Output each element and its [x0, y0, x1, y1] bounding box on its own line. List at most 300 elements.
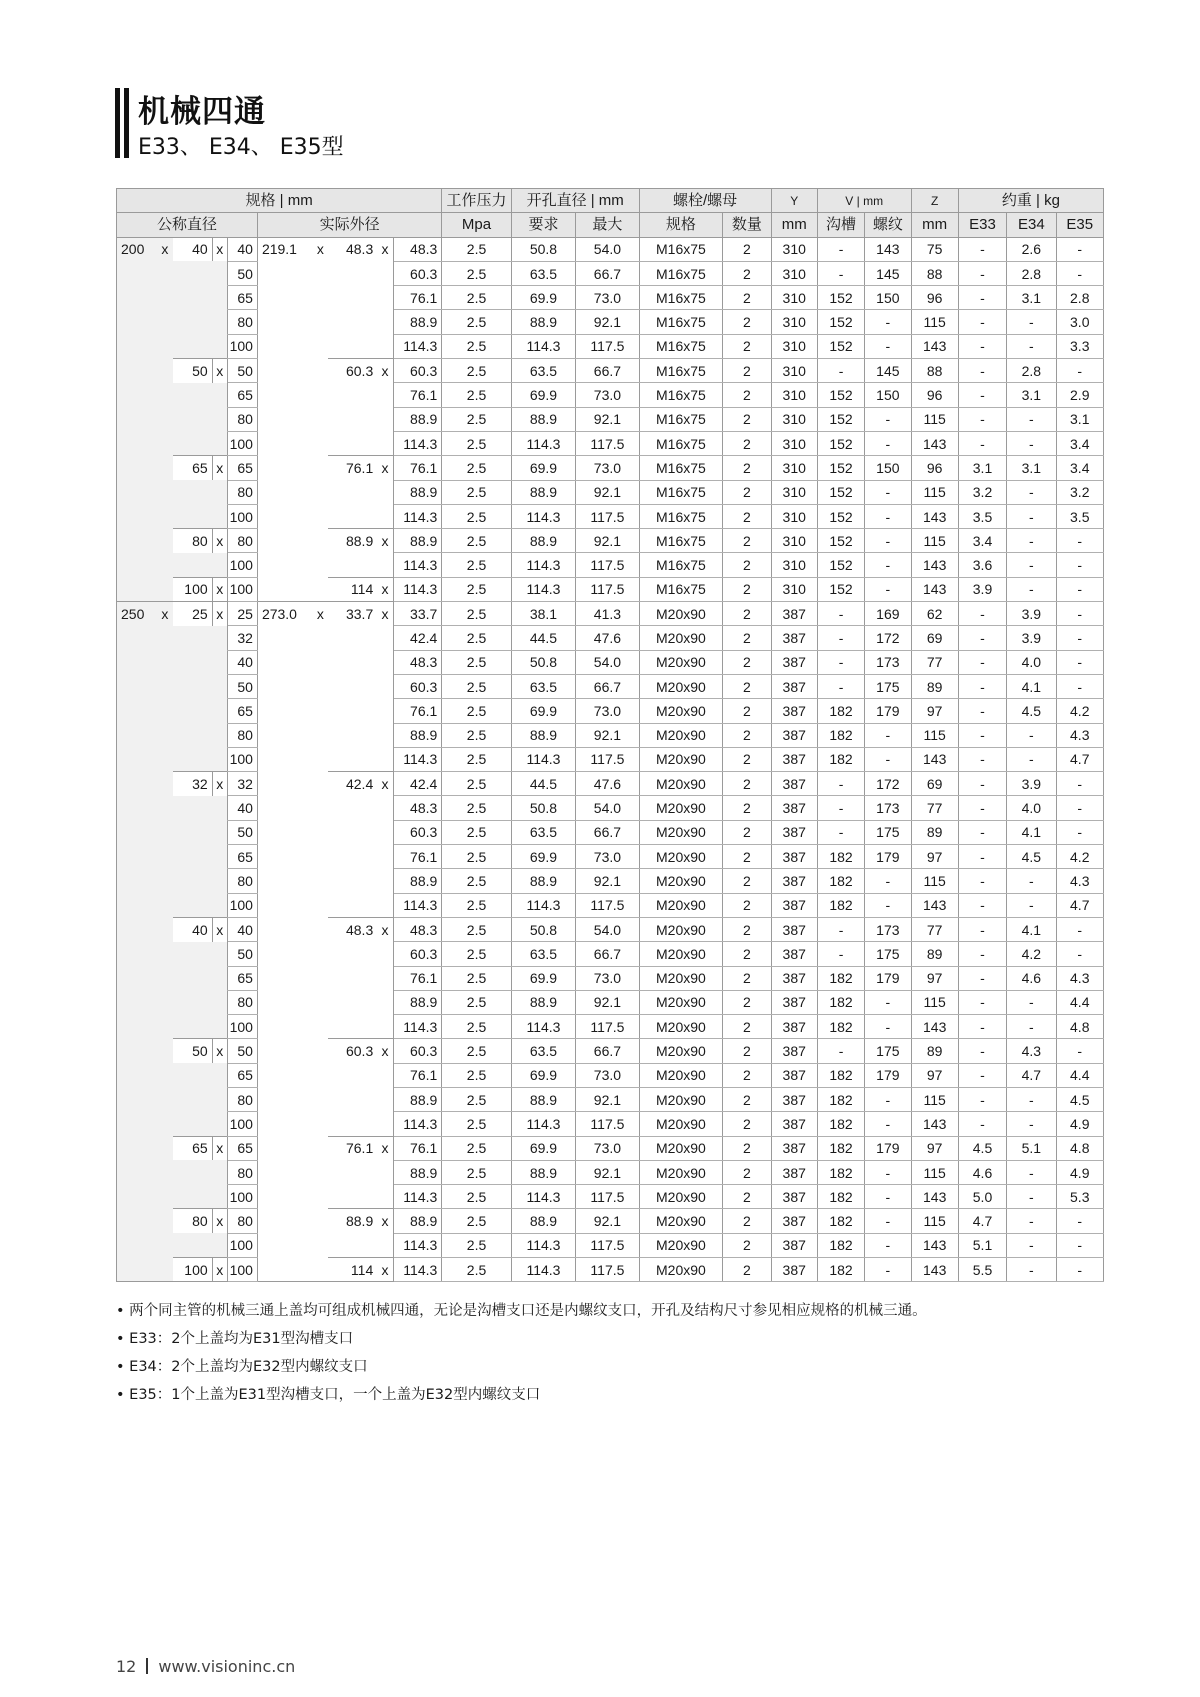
- branch-nominal-cell: [173, 1015, 212, 1039]
- branch-od-cell: [328, 990, 377, 1014]
- note-item: • E35：1个上盖为E31型沟槽支口，一个上盖为E32型内螺纹支口: [116, 1387, 541, 1403]
- z-cell: 97: [911, 1136, 958, 1160]
- bolt-spec-cell: M16x75: [639, 480, 723, 504]
- bolt-qty-cell: 2: [723, 626, 771, 650]
- hole-required-cell: 88.9: [511, 723, 575, 747]
- outlet-od-cell: 88.9: [393, 1160, 441, 1184]
- main-od-cell: [257, 529, 312, 553]
- main-nominal-cell: [117, 772, 157, 796]
- outlet-nominal-cell: 50: [227, 359, 257, 383]
- v-groove-cell: 152: [817, 577, 864, 601]
- y-cell: 310: [771, 359, 817, 383]
- col-header-z-mm: mm: [911, 213, 958, 237]
- weight-e34-cell: -: [1007, 529, 1056, 553]
- bolt-qty-cell: 2: [723, 650, 771, 674]
- main-nominal-cell: [117, 407, 157, 431]
- weight-e35-cell: 5.3: [1056, 1185, 1104, 1209]
- bolt-qty-cell: 2: [723, 310, 771, 334]
- times-sign: [157, 990, 173, 1014]
- weight-e35-cell: -: [1056, 577, 1104, 601]
- times-sign: [157, 966, 173, 990]
- bolt-qty-cell: 2: [723, 286, 771, 310]
- branch-od-cell: 88.9: [328, 1209, 377, 1233]
- hole-required-cell: 88.9: [511, 869, 575, 893]
- weight-e33-cell: 4.5: [958, 1136, 1006, 1160]
- v-groove-cell: 182: [817, 1258, 864, 1282]
- v-groove-cell: 152: [817, 286, 864, 310]
- times-sign: [157, 504, 173, 528]
- hole-required-cell: 88.9: [511, 1160, 575, 1184]
- hole-required-cell: 69.9: [511, 699, 575, 723]
- hole-max-cell: 92.1: [576, 1160, 639, 1184]
- main-nominal-cell: [117, 626, 157, 650]
- main-nominal-cell: [117, 723, 157, 747]
- main-od-cell: [257, 1233, 312, 1257]
- main-nominal-cell: [117, 1136, 157, 1160]
- weight-e33-cell: 3.1: [958, 456, 1006, 480]
- v-thread-cell: -: [865, 869, 911, 893]
- outlet-nominal-cell: 32: [227, 772, 257, 796]
- main-od-cell: [257, 966, 312, 990]
- bolt-qty-cell: 2: [723, 407, 771, 431]
- outlet-nominal-cell: 80: [227, 407, 257, 431]
- hole-required-cell: 114.3: [511, 577, 575, 601]
- branch-od-cell: 76.1: [328, 1136, 377, 1160]
- bolt-spec-cell: M20x90: [639, 820, 723, 844]
- weight-e35-cell: -: [1056, 772, 1104, 796]
- times-sign: [212, 796, 227, 820]
- weight-e34-cell: -: [1007, 723, 1056, 747]
- hole-required-cell: 50.8: [511, 796, 575, 820]
- bolt-spec-cell: M20x90: [639, 650, 723, 674]
- v-groove-cell: 182: [817, 869, 864, 893]
- weight-e34-cell: -: [1007, 1160, 1056, 1184]
- times-sign: [157, 407, 173, 431]
- hole-required-cell: 114.3: [511, 1185, 575, 1209]
- weight-e34-cell: 4.5: [1007, 699, 1056, 723]
- pressure-cell: 2.5: [442, 1063, 511, 1087]
- hole-max-cell: 92.1: [576, 480, 639, 504]
- col-header-v: V | mm: [817, 189, 911, 213]
- z-cell: 115: [911, 1087, 958, 1111]
- times-sign: [313, 504, 328, 528]
- branch-od-cell: [328, 845, 377, 869]
- times-sign: [157, 845, 173, 869]
- main-nominal-cell: [117, 334, 157, 358]
- pressure-cell: 2.5: [442, 626, 511, 650]
- main-od-cell: [257, 626, 312, 650]
- pressure-cell: 2.5: [442, 1015, 511, 1039]
- times-sign: [313, 359, 328, 383]
- bolt-spec-cell: M20x90: [639, 1063, 723, 1087]
- hole-required-cell: 63.5: [511, 942, 575, 966]
- main-od-cell: [257, 1063, 312, 1087]
- pressure-cell: 2.5: [442, 1136, 511, 1160]
- v-thread-cell: -: [865, 990, 911, 1014]
- times-sign: [377, 869, 393, 893]
- times-sign: [377, 626, 393, 650]
- times-sign: x: [313, 237, 328, 261]
- times-sign: [212, 261, 227, 285]
- times-sign: x: [212, 456, 227, 480]
- times-sign: [212, 1112, 227, 1136]
- times-sign: x: [212, 529, 227, 553]
- times-sign: [157, 723, 173, 747]
- page-title: 机械四通: [138, 94, 266, 130]
- table-row: [117, 869, 1104, 893]
- pressure-cell: 2.5: [442, 650, 511, 674]
- v-thread-cell: -: [865, 504, 911, 528]
- y-cell: 387: [771, 650, 817, 674]
- table-row: [117, 334, 1104, 358]
- weight-e34-cell: -: [1007, 747, 1056, 771]
- z-cell: 115: [911, 310, 958, 334]
- table-row: [117, 431, 1104, 455]
- outlet-nominal-cell: 40: [227, 917, 257, 941]
- col-header-weight: 约重 | kg: [958, 189, 1103, 213]
- hole-required-cell: 50.8: [511, 917, 575, 941]
- pressure-cell: 2.5: [442, 699, 511, 723]
- times-sign: [313, 1258, 328, 1282]
- hole-required-cell: 114.3: [511, 553, 575, 577]
- times-sign: [313, 1112, 328, 1136]
- bolt-qty-cell: 2: [723, 237, 771, 261]
- pressure-cell: 2.5: [442, 431, 511, 455]
- branch-od-cell: 114: [328, 1258, 377, 1282]
- times-sign: [377, 1160, 393, 1184]
- main-od-cell: [257, 504, 312, 528]
- outlet-nominal-cell: 65: [227, 845, 257, 869]
- col-header-thread: 螺纹: [865, 213, 911, 237]
- v-thread-cell: -: [865, 723, 911, 747]
- times-sign: [212, 942, 227, 966]
- weight-e33-cell: 4.7: [958, 1209, 1006, 1233]
- times-sign: [157, 796, 173, 820]
- main-nominal-cell: [117, 1185, 157, 1209]
- times-sign: [157, 334, 173, 358]
- hole-required-cell: 50.8: [511, 237, 575, 261]
- hole-required-cell: 69.9: [511, 286, 575, 310]
- table-row: [117, 820, 1104, 844]
- table-row: [117, 796, 1104, 820]
- col-header-groove: 沟槽: [817, 213, 864, 237]
- note-item: • E34：2个上盖均为E32型内螺纹支口: [116, 1359, 368, 1375]
- hole-required-cell: 88.9: [511, 529, 575, 553]
- bolt-spec-cell: M16x75: [639, 504, 723, 528]
- branch-nominal-cell: [173, 699, 212, 723]
- branch-nominal-cell: 100: [173, 1258, 212, 1282]
- main-od-cell: [257, 480, 312, 504]
- branch-nominal-cell: 25: [173, 602, 212, 626]
- weight-e35-cell: 3.0: [1056, 310, 1104, 334]
- bolt-qty-cell: 2: [723, 699, 771, 723]
- v-groove-cell: -: [817, 626, 864, 650]
- hole-max-cell: 73.0: [576, 845, 639, 869]
- outlet-nominal-cell: 50: [227, 820, 257, 844]
- y-cell: 310: [771, 456, 817, 480]
- hole-max-cell: 54.0: [576, 796, 639, 820]
- times-sign: [377, 845, 393, 869]
- table-row: [117, 383, 1104, 407]
- hole-max-cell: 92.1: [576, 1087, 639, 1111]
- outlet-nominal-cell: 100: [227, 893, 257, 917]
- main-nominal-cell: [117, 1112, 157, 1136]
- main-od-cell: [257, 261, 312, 285]
- bolt-qty-cell: 2: [723, 772, 771, 796]
- v-thread-cell: 179: [865, 1136, 911, 1160]
- times-sign: [377, 1063, 393, 1087]
- times-sign: [212, 1087, 227, 1111]
- times-sign: x: [377, 1209, 393, 1233]
- times-sign: [157, 1063, 173, 1087]
- weight-e34-cell: 2.8: [1007, 261, 1056, 285]
- v-groove-cell: 152: [817, 529, 864, 553]
- z-cell: 89: [911, 1039, 958, 1063]
- times-sign: x: [377, 602, 393, 626]
- branch-nominal-cell: 40: [173, 237, 212, 261]
- weight-e35-cell: -: [1056, 237, 1104, 261]
- footer-url: www.visioninc.cn: [158, 1657, 296, 1676]
- times-sign: [313, 407, 328, 431]
- v-groove-cell: 152: [817, 553, 864, 577]
- branch-od-cell: 88.9: [328, 529, 377, 553]
- branch-nominal-cell: [173, 553, 212, 577]
- main-nominal-cell: [117, 917, 157, 941]
- times-sign: [313, 1063, 328, 1087]
- z-cell: 89: [911, 674, 958, 698]
- outlet-od-cell: 114.3: [393, 1015, 441, 1039]
- z-cell: 77: [911, 917, 958, 941]
- hole-max-cell: 66.7: [576, 674, 639, 698]
- y-cell: 387: [771, 626, 817, 650]
- table-row: [117, 456, 1104, 480]
- main-od-cell: [257, 869, 312, 893]
- v-groove-cell: 152: [817, 480, 864, 504]
- times-sign: [157, 431, 173, 455]
- col-header-e34: E34: [1007, 213, 1056, 237]
- bolt-qty-cell: 2: [723, 674, 771, 698]
- times-sign: [212, 383, 227, 407]
- branch-nominal-cell: [173, 966, 212, 990]
- weight-e34-cell: 4.3: [1007, 1039, 1056, 1063]
- hole-required-cell: 69.9: [511, 845, 575, 869]
- bolt-spec-cell: M16x75: [639, 577, 723, 601]
- v-groove-cell: 152: [817, 310, 864, 334]
- weight-e34-cell: 5.1: [1007, 1136, 1056, 1160]
- hole-required-cell: 50.8: [511, 650, 575, 674]
- main-od-cell: [257, 1087, 312, 1111]
- main-nominal-cell: [117, 286, 157, 310]
- main-od-cell: [257, 796, 312, 820]
- pressure-cell: 2.5: [442, 990, 511, 1014]
- outlet-od-cell: 48.3: [393, 796, 441, 820]
- outlet-nominal-cell: 80: [227, 310, 257, 334]
- times-sign: [157, 577, 173, 601]
- times-sign: x: [377, 359, 393, 383]
- main-nominal-cell: [117, 529, 157, 553]
- bolt-spec-cell: M16x75: [639, 431, 723, 455]
- outlet-od-cell: 60.3: [393, 942, 441, 966]
- weight-e34-cell: -: [1007, 334, 1056, 358]
- main-od-cell: [257, 431, 312, 455]
- times-sign: [313, 383, 328, 407]
- times-sign: [313, 966, 328, 990]
- z-cell: 143: [911, 747, 958, 771]
- v-groove-cell: 182: [817, 1136, 864, 1160]
- y-cell: 310: [771, 504, 817, 528]
- hole-max-cell: 117.5: [576, 1015, 639, 1039]
- z-cell: 143: [911, 1258, 958, 1282]
- main-od-cell: [257, 1209, 312, 1233]
- y-cell: 387: [771, 1258, 817, 1282]
- outlet-nominal-cell: 50: [227, 1039, 257, 1063]
- hole-max-cell: 73.0: [576, 286, 639, 310]
- times-sign: [157, 383, 173, 407]
- y-cell: 387: [771, 1063, 817, 1087]
- table-row: [117, 1087, 1104, 1111]
- y-cell: 387: [771, 1209, 817, 1233]
- weight-e33-cell: 5.5: [958, 1258, 1006, 1282]
- weight-e34-cell: 3.9: [1007, 602, 1056, 626]
- main-od-cell: [257, 820, 312, 844]
- bolt-qty-cell: 2: [723, 1233, 771, 1257]
- bolt-spec-cell: M16x75: [639, 310, 723, 334]
- bolt-spec-cell: M16x75: [639, 383, 723, 407]
- weight-e33-cell: -: [958, 261, 1006, 285]
- outlet-nominal-cell: 100: [227, 504, 257, 528]
- v-groove-cell: 182: [817, 1233, 864, 1257]
- bolt-qty-cell: 2: [723, 917, 771, 941]
- hole-max-cell: 117.5: [576, 1258, 639, 1282]
- outlet-od-cell: 60.3: [393, 261, 441, 285]
- pressure-cell: 2.5: [442, 1209, 511, 1233]
- z-cell: 88: [911, 261, 958, 285]
- pressure-cell: 2.5: [442, 1160, 511, 1184]
- weight-e34-cell: -: [1007, 480, 1056, 504]
- z-cell: 143: [911, 334, 958, 358]
- branch-nominal-cell: [173, 674, 212, 698]
- times-sign: [157, 529, 173, 553]
- z-cell: 143: [911, 1233, 958, 1257]
- main-nominal-cell: [117, 845, 157, 869]
- v-thread-cell: 145: [865, 359, 911, 383]
- weight-e35-cell: 3.5: [1056, 504, 1104, 528]
- col-header-hole-diameter: 开孔直径 | mm: [511, 189, 639, 213]
- main-nominal-cell: [117, 869, 157, 893]
- weight-e34-cell: -: [1007, 893, 1056, 917]
- weight-e34-cell: 4.7: [1007, 1063, 1056, 1087]
- v-groove-cell: 182: [817, 1185, 864, 1209]
- weight-e33-cell: -: [958, 820, 1006, 844]
- bolt-spec-cell: M20x90: [639, 1015, 723, 1039]
- note-item: • 两个同主管的机械三通上盖均可组成机械四通，无论是沟槽支口还是内螺纹支口，开孔及结构尺寸参见相应规格的机械三通。: [116, 1303, 927, 1319]
- z-cell: 62: [911, 602, 958, 626]
- z-cell: 97: [911, 966, 958, 990]
- branch-nominal-cell: [173, 1160, 212, 1184]
- branch-nominal-cell: 100: [173, 577, 212, 601]
- z-cell: 69: [911, 626, 958, 650]
- weight-e33-cell: -: [958, 626, 1006, 650]
- main-nominal-cell: [117, 456, 157, 480]
- outlet-nominal-cell: 50: [227, 261, 257, 285]
- times-sign: [377, 1015, 393, 1039]
- main-od-cell: [257, 1185, 312, 1209]
- times-sign: [313, 553, 328, 577]
- v-groove-cell: -: [817, 796, 864, 820]
- hole-required-cell: 88.9: [511, 407, 575, 431]
- pressure-cell: 2.5: [442, 334, 511, 358]
- hole-max-cell: 54.0: [576, 917, 639, 941]
- bolt-spec-cell: M20x90: [639, 1185, 723, 1209]
- times-sign: [212, 626, 227, 650]
- hole-required-cell: 69.9: [511, 1063, 575, 1087]
- z-cell: 77: [911, 796, 958, 820]
- y-cell: 387: [771, 1233, 817, 1257]
- branch-od-cell: [328, 1112, 377, 1136]
- weight-e33-cell: -: [958, 1015, 1006, 1039]
- times-sign: x: [377, 529, 393, 553]
- z-cell: 115: [911, 529, 958, 553]
- z-cell: 89: [911, 820, 958, 844]
- pressure-cell: 2.5: [442, 456, 511, 480]
- branch-od-cell: [328, 504, 377, 528]
- col-header-z: Z: [911, 189, 958, 213]
- pressure-cell: 2.5: [442, 820, 511, 844]
- branch-nominal-cell: 50: [173, 359, 212, 383]
- main-nominal-cell: [117, 261, 157, 285]
- main-od-cell: [257, 747, 312, 771]
- pressure-cell: 2.5: [442, 1258, 511, 1282]
- weight-e34-cell: -: [1007, 431, 1056, 455]
- weight-e35-cell: -: [1056, 917, 1104, 941]
- weight-e35-cell: -: [1056, 1233, 1104, 1257]
- branch-nominal-cell: [173, 1063, 212, 1087]
- outlet-nominal-cell: 40: [227, 796, 257, 820]
- weight-e33-cell: -: [958, 650, 1006, 674]
- weight-e35-cell: 4.8: [1056, 1015, 1104, 1039]
- bolt-qty-cell: 2: [723, 480, 771, 504]
- weight-e33-cell: -: [958, 942, 1006, 966]
- v-groove-cell: -: [817, 917, 864, 941]
- bolt-qty-cell: 2: [723, 990, 771, 1014]
- branch-nominal-cell: [173, 820, 212, 844]
- times-sign: [313, 1209, 328, 1233]
- v-thread-cell: -: [865, 893, 911, 917]
- weight-e34-cell: 2.8: [1007, 359, 1056, 383]
- y-cell: 387: [771, 1112, 817, 1136]
- outlet-od-cell: 76.1: [393, 845, 441, 869]
- y-cell: 387: [771, 990, 817, 1014]
- hole-max-cell: 92.1: [576, 869, 639, 893]
- hole-required-cell: 69.9: [511, 456, 575, 480]
- bolt-spec-cell: M16x75: [639, 407, 723, 431]
- v-groove-cell: 152: [817, 407, 864, 431]
- note-item: • E33：2个上盖均为E31型沟槽支口: [116, 1331, 354, 1347]
- hole-max-cell: 117.5: [576, 747, 639, 771]
- weight-e33-cell: -: [958, 602, 1006, 626]
- v-groove-cell: -: [817, 820, 864, 844]
- times-sign: [377, 431, 393, 455]
- outlet-od-cell: 88.9: [393, 480, 441, 504]
- branch-od-cell: [328, 1063, 377, 1087]
- times-sign: [212, 674, 227, 698]
- outlet-nominal-cell: 65: [227, 286, 257, 310]
- branch-nominal-cell: [173, 942, 212, 966]
- times-sign: [377, 1233, 393, 1257]
- times-sign: [313, 820, 328, 844]
- bolt-spec-cell: M16x75: [639, 553, 723, 577]
- times-sign: [212, 699, 227, 723]
